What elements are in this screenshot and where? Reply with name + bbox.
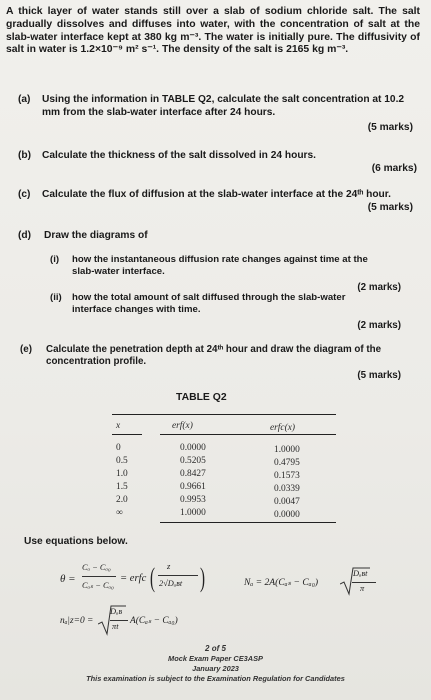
question-c-label: (c) bbox=[18, 189, 31, 200]
question-b-marks: (6 marks) bbox=[371, 163, 417, 174]
erfc-arg-denominator: 2√Dₐʙt bbox=[159, 579, 183, 588]
table-header-rule bbox=[160, 434, 336, 435]
question-d-ii-marks: (2 marks) bbox=[357, 320, 401, 331]
question-a-marks: (5 marks) bbox=[367, 122, 413, 133]
footer-date: January 2023 bbox=[192, 664, 239, 673]
table-cell: 0.0047 bbox=[274, 497, 300, 507]
footer-paper: Mock Exam Paper CE3ASP bbox=[168, 654, 263, 663]
flux-lhs: nₐ|z=0 = bbox=[60, 616, 94, 626]
table-cell: 2.0 bbox=[116, 495, 128, 505]
theta-fraction-bar bbox=[82, 576, 116, 577]
table-header-x: x bbox=[116, 421, 121, 431]
table-cell: 1.0 bbox=[116, 469, 128, 479]
na-sqrt-bar bbox=[352, 582, 376, 583]
question-a-text: Using the information in TABLE Q2, calculate the salt concentration at 10.2 mm from the slab-water interface after 24 hours. bbox=[42, 94, 405, 118]
erfc-arg-bar bbox=[158, 575, 198, 576]
erfc-label: = erfc bbox=[120, 573, 147, 584]
table-header-erf: erf(x) bbox=[172, 421, 193, 431]
table-cell: 0.9953 bbox=[180, 495, 206, 505]
table-cell: ∞ bbox=[116, 508, 123, 518]
table-header-rule-x bbox=[112, 434, 142, 435]
question-intro: A thick layer of water stands still over a slab of sodium chloride salt. The salt gradually dissolves and diffuses into water, with the concentration of salt at the slab-water interface kept at 380 kg m⁻³. The water is initially pure. The diffusivity of salt in water is 1.2×10⁻⁹ m² s⁻¹. The density of the salt is 2165 kg m⁻³. bbox=[6, 6, 420, 56]
table-cell: 0.0339 bbox=[274, 484, 300, 494]
paren-right: ) bbox=[200, 565, 205, 594]
na-sqrt-numerator: Dₐʙt bbox=[353, 569, 368, 578]
table-cell: 0.0000 bbox=[274, 510, 300, 520]
question-c-marks: (5 marks) bbox=[367, 202, 413, 213]
paren-left: ( bbox=[150, 565, 155, 594]
question-c-text: Calculate the flux of diffusion at the slab-water interface at the 24ᵗʰ hour. bbox=[42, 189, 391, 200]
use-equations-label: Use equations below. bbox=[24, 536, 128, 547]
question-e-label: (e) bbox=[20, 344, 32, 355]
footer-page-number: 2 of 5 bbox=[205, 644, 226, 653]
question-d-text: Draw the diagrams of bbox=[44, 230, 148, 241]
table-cell: 1.0000 bbox=[180, 508, 206, 518]
flux-sqrt-bar bbox=[110, 620, 128, 621]
table-cell: 0.9661 bbox=[180, 482, 206, 492]
question-b-text: Calculate the thickness of the salt dissolved in 24 hours. bbox=[42, 150, 317, 161]
table-title: TABLE Q2 bbox=[176, 392, 227, 403]
table-header-erfc: erfc(x) bbox=[270, 423, 295, 433]
table-cell: 0 bbox=[116, 443, 121, 453]
na-sqrt-denominator: π bbox=[360, 584, 365, 593]
question-d-i-marks: (2 marks) bbox=[357, 282, 401, 293]
na-lhs: Nₐ = 2A(Cₐₛ − Cₐ₀) bbox=[244, 577, 319, 588]
question-e-text: Calculate the penetration depth at 24ᵗʰ hour and draw the diagram of the concentration profile. bbox=[46, 344, 382, 367]
table-cell: 1.0000 bbox=[274, 445, 300, 455]
theta-lhs: θ = bbox=[60, 573, 76, 585]
theta-denominator: Cₐₛ − Cₐ₀ bbox=[82, 581, 114, 590]
table-cell: 0.8427 bbox=[180, 469, 206, 479]
flux-sqrt-numerator: Dₐʙ bbox=[110, 607, 123, 616]
table-cell: 0.4795 bbox=[274, 458, 300, 468]
table-bottom-rule bbox=[160, 522, 336, 523]
table-top-rule bbox=[112, 414, 336, 415]
erfc-arg-numerator: z bbox=[167, 561, 171, 571]
table-cell: 0.5 bbox=[116, 456, 128, 466]
theta-numerator: Cₐ − Cₐ₀ bbox=[82, 563, 111, 572]
question-d-label: (d) bbox=[18, 230, 32, 241]
question-b-label: (b) bbox=[18, 150, 32, 161]
table-cell: 0.5205 bbox=[180, 456, 206, 466]
footer-notice: This examination is subject to the Examination Regulation for Candidates bbox=[86, 674, 345, 683]
question-d-ii-text: how the total amount of salt diffused through the slab-water interface changes with time. bbox=[72, 292, 346, 315]
question-a-label: (a) bbox=[18, 94, 31, 105]
table-cell: 0.1573 bbox=[274, 471, 300, 481]
flux-rhs: A(Cₐₛ − Cₐ₀) bbox=[130, 616, 178, 626]
question-e-marks: (5 marks) bbox=[357, 370, 401, 381]
question-d-i-label: (i) bbox=[50, 254, 60, 265]
question-d-i-text: how the instantaneous diffusion rate changes against time at the slab-water interface. bbox=[72, 254, 368, 277]
table-cell: 0.0000 bbox=[180, 443, 206, 453]
flux-sqrt-denominator: πt bbox=[112, 622, 119, 631]
table-cell: 1.5 bbox=[116, 482, 128, 492]
question-d-ii-label: (ii) bbox=[50, 292, 62, 303]
